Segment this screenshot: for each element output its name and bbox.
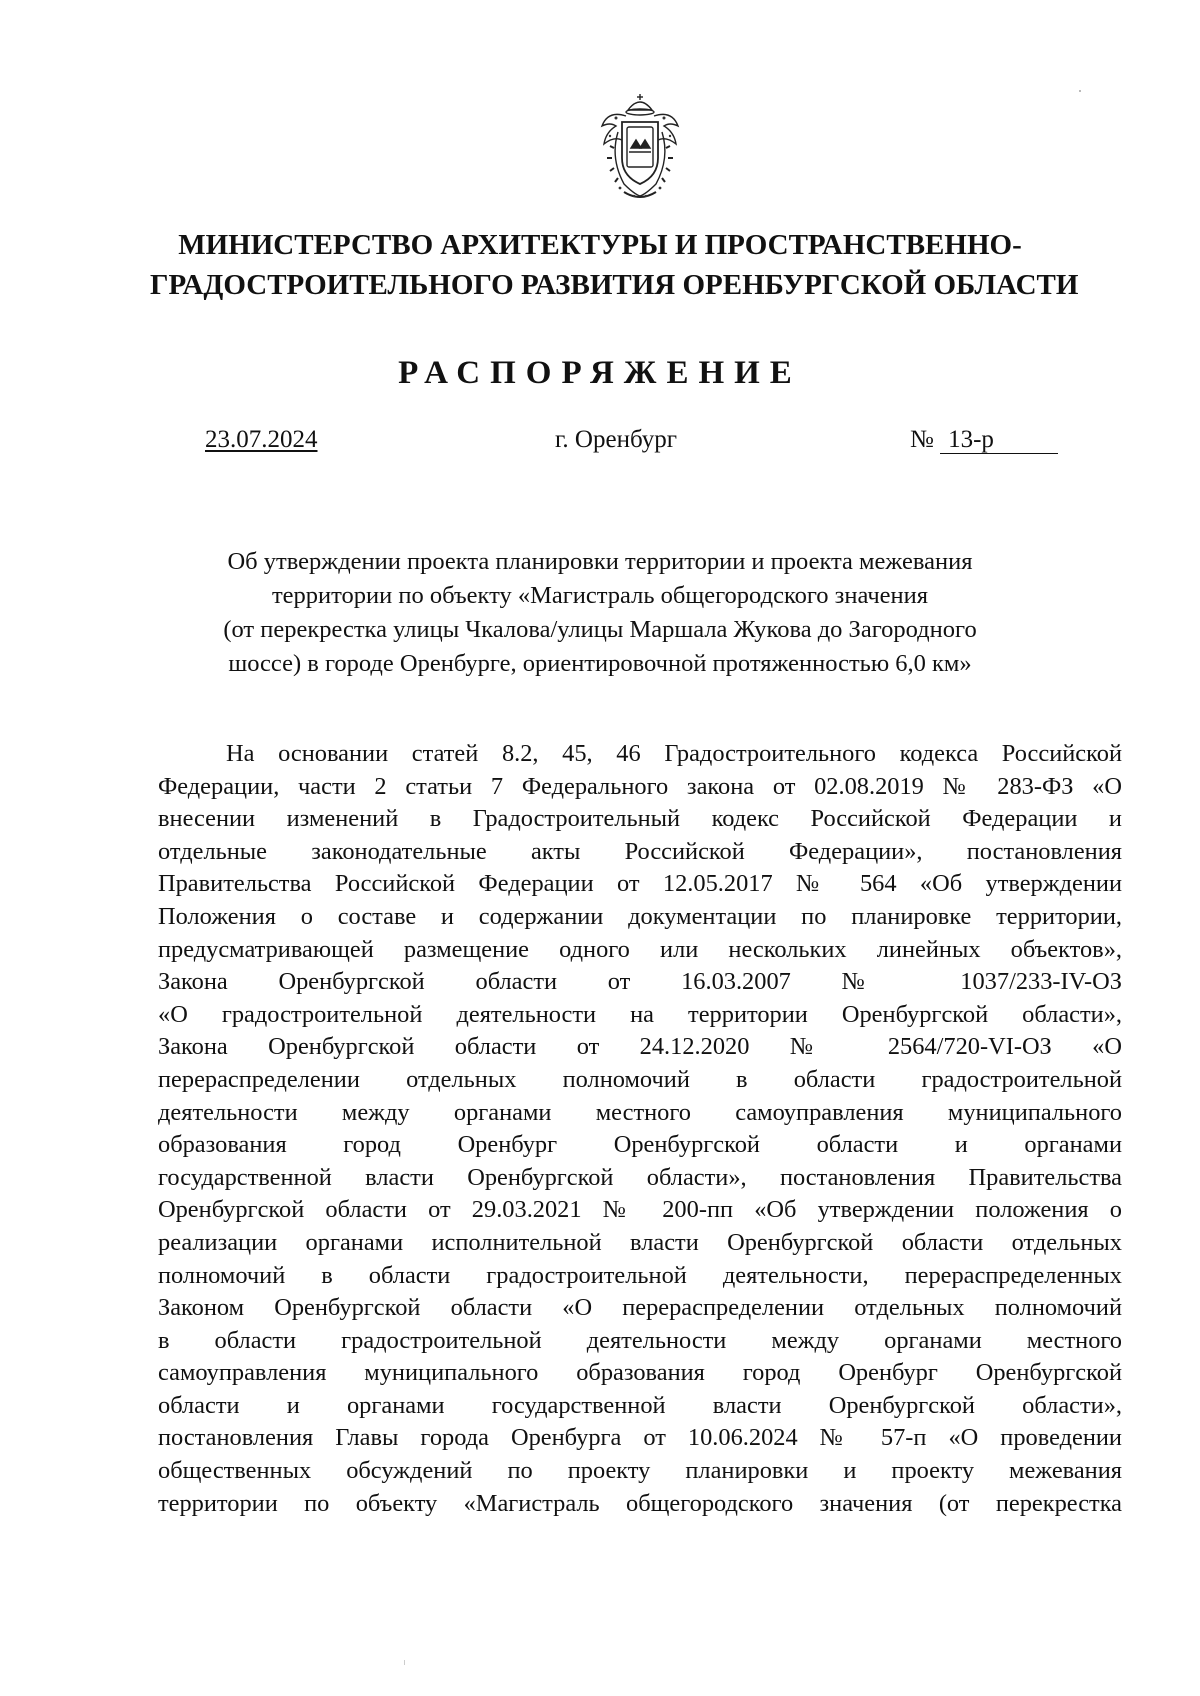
body-line: Федерации, части 2 статьи 7 Федерального закона от 02.08.2019 № 283-ФЗ «О <box>158 772 1122 800</box>
scan-speck <box>404 1660 405 1665</box>
body-line: Закона Оренбургской области от 24.12.2020 № 2564/720-VI-ОЗ «О <box>158 1033 1122 1061</box>
body-line: территории по объекту «Магистраль общегородского значения (от перекрестка <box>158 1489 1122 1517</box>
body-line: На основании статей 8.2, 45, 46 Градостроительного кодекса Российской <box>226 740 1122 767</box>
subject-line: территории по объекту «Магистраль общегородского значения <box>271 582 929 609</box>
body-line: отдельные законодательные акты Российской Федерации», постановления <box>158 837 1122 865</box>
body-line: «О градостроительной деятельности на территории Оренбургской области», <box>158 1000 1122 1028</box>
document-city: г. Оренбург <box>555 426 677 453</box>
body-line: реализации органами исполнительной власти Оренбургской области отдельных <box>158 1228 1122 1256</box>
body-line: в области градостроительной деятельности между органами местного <box>158 1326 1122 1354</box>
body-line: предусматривающей размещение одного или нескольких линейных объектов», <box>158 935 1122 963</box>
ministry-line: ГРАДОСТРОИТЕЛЬНОГО РАЗВИТИЯ ОРЕНБУРГСКОЙ ОБЛАСТИ <box>150 269 1079 301</box>
body-line: полномочий в области градостроительной деятельности, перераспределенных <box>158 1261 1122 1289</box>
body-line: Оренбургской области от 29.03.2021 № 200-пп «Об утверждении положения о <box>158 1196 1122 1224</box>
body-line: постановления Главы города Оренбурга от 10.06.2024 № 57-п «О проведении <box>158 1424 1122 1452</box>
body-line: деятельности между органами местного самоуправления муниципального <box>158 1098 1122 1126</box>
body-line: внесении изменений в Градостроительный кодекс Российской Федерации и <box>158 805 1122 833</box>
body-line: Положения о составе и содержании документации по планировке территории, <box>158 902 1122 930</box>
subject-line: Об утверждении проекта планировки территории и проекта межевания <box>227 548 973 575</box>
body-line: перераспределении отдельных полномочий в области градостроительной <box>158 1065 1122 1093</box>
ministry-name <box>150 225 1079 305</box>
number-sign: № <box>910 426 934 453</box>
body-line: области и органами государственной власти Оренбургской области», <box>158 1391 1122 1419</box>
ministry-line: МИНИСТЕРСТВО АРХИТЕКТУРЫ И ПРОСТРАНСТВЕННО- <box>178 229 1022 261</box>
body-line: Законом Оренбургской области «О перераспределении отдельных полномочий <box>158 1294 1122 1322</box>
number-value: 13-р <box>940 427 1058 454</box>
document-type-title: РАСПОРЯЖЕНИЕ <box>398 355 802 391</box>
document-number <box>910 425 1058 455</box>
body-paragraph <box>158 738 1122 1520</box>
body-line: Закона Оренбургской области от 16.03.2007 № 1037/233-IV-ОЗ <box>158 968 1122 996</box>
scan-speck <box>1079 90 1081 92</box>
body-line: образования город Оренбург Оренбургской области и органами <box>158 1131 1122 1159</box>
document-date: 23.07.2024 <box>205 426 318 453</box>
body-line: общественных обсуждений по проекту планировки и проекту межевания <box>158 1457 1122 1485</box>
body-line: самоуправления муниципального образования город Оренбург Оренбургской <box>158 1359 1122 1387</box>
subject-line: (от перекрестка улицы Чкалова/улицы Маршала Жукова до Загородного <box>223 616 977 643</box>
subject-line: шоссе) в городе Оренбурге, ориентировочной протяженностью 6,0 км» <box>228 650 972 677</box>
document-subject <box>150 545 1050 681</box>
body-line: государственной власти Оренбургской области», постановления Правительства <box>158 1163 1122 1191</box>
body-line: Правительства Российской Федерации от 12.05.2017 № 564 «Об утверждении <box>158 870 1122 898</box>
coat-of-arms-icon <box>598 92 682 202</box>
